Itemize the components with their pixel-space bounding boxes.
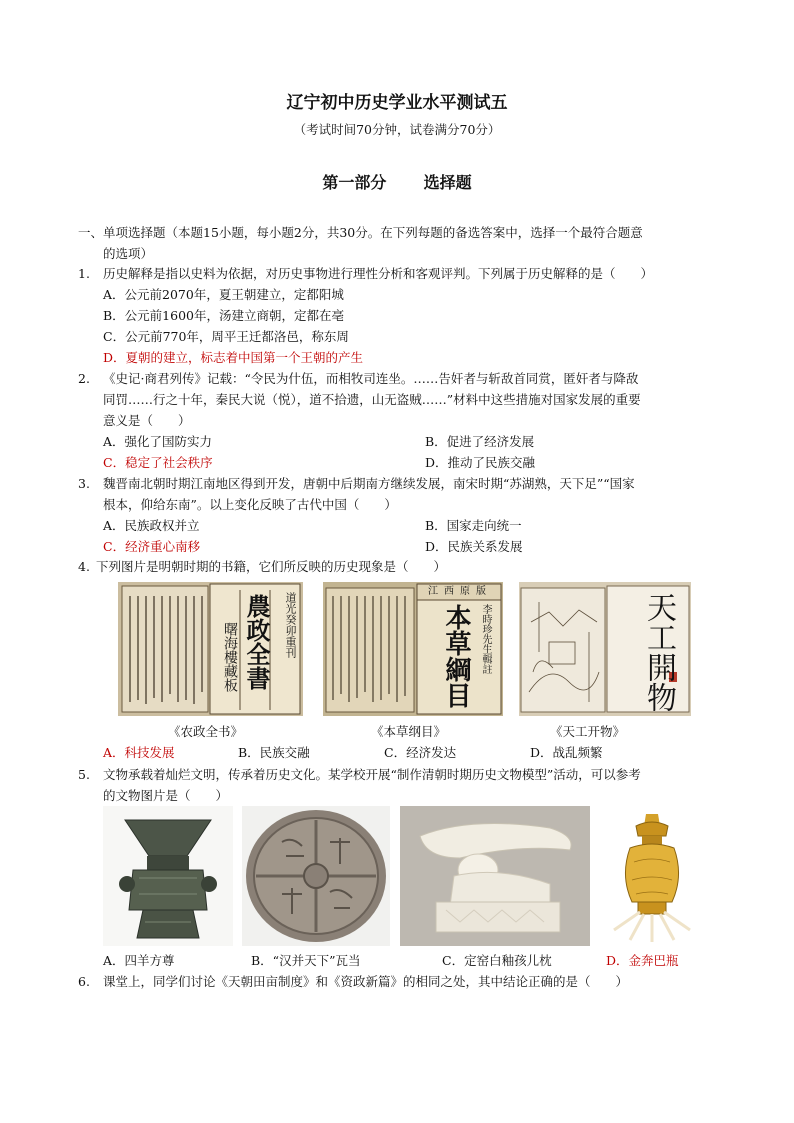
book3-title: 天工開物 — [641, 592, 676, 712]
q5-stem-line-2: 的文物图片是（ ） — [103, 788, 229, 803]
q5-option-c: C．定窑白釉孩儿枕 — [442, 953, 552, 968]
q1-option-d-answer: D．夏朝的建立，标志着中国第一个王朝的产生 — [103, 350, 364, 365]
q3-option-b: B．国家走向统一 — [425, 518, 522, 533]
book2-edition-label: 江西原版 — [428, 586, 492, 597]
q3-option-a: A．民族政权并立 — [103, 518, 200, 533]
q2-option-d: D．推动了民族交融 — [425, 455, 536, 470]
book2-title: 本草綱目 — [441, 604, 471, 708]
q3-number: 3. — [78, 476, 90, 491]
q2-stem-line-3: 意义是（ ） — [103, 413, 191, 428]
q3-option-d: D．民族关系发展 — [425, 539, 523, 554]
caption-nongzheng-quanshu: 《农政全书》 — [168, 724, 244, 739]
q5-stem-line-1: 文物承载着灿烂文明，传承着历史文化。某学校开展“制作清朝时期历史文物模型”活动，可以参考 — [103, 767, 641, 782]
section-type: 选择题 — [423, 173, 472, 192]
q6-stem: 课堂上，同学们讨论《天朝田亩制度》和《资政新篇》的相同之处，其中结论正确的是（ ） — [103, 974, 629, 989]
q1-option-c: C．公元前770年，周平王迁都洛邑，称东周 — [103, 329, 349, 344]
q3-stem-line-1: 魏晋南北朝时期江南地区得到开发，唐朝中后期南方继续发展，南宋时期“苏湖熟，天下足”“国家 — [103, 476, 635, 491]
q5-option-a: A．四羊方尊 — [103, 953, 175, 968]
book-tiangong-kaiwu-image — [519, 582, 691, 716]
q2-option-a: A．强化了国防实力 — [103, 434, 213, 449]
q2-number: 2. — [78, 371, 90, 386]
caption-tiangong-kaiwu: 《天工开物》 — [550, 724, 626, 739]
q3-stem-line-2: 根本，仰给东南”。以上变化反映了古代中国（ ） — [103, 497, 397, 512]
caption-bencao-gangmu: 《本草纲目》 — [371, 724, 447, 739]
book1-edition-label: 道光癸卯重刊 — [284, 592, 297, 658]
artifact-ding-kiln-pillow-image — [400, 806, 590, 946]
instructions-line-2: 的选项） — [103, 246, 154, 261]
q2-option-c-answer: C．稳定了社会秩序 — [103, 455, 213, 470]
book1-publisher: 曙海樓藏板 — [222, 622, 238, 692]
q4-option-d: D．战乱频繁 — [530, 745, 603, 760]
q4-option-b: B．民族交融 — [238, 745, 310, 760]
book-nongzheng-quanshu-image — [118, 582, 303, 716]
artifact-han-eave-tile-image — [242, 806, 390, 946]
q2-stem-line-1: 《史记·商君列传》记载：“令民为什伍，而相牧司连坐。……告奸者与斩敌首同赏，匿奸者与降敌 — [103, 371, 639, 386]
q6-number: 6. — [78, 974, 90, 989]
q4-option-a-answer: A．科技发展 — [103, 745, 175, 760]
exam-subtitle: （考试时间70分钟，试卷满分70分） — [293, 122, 501, 137]
q2-stem-line-2: 同罚……行之十年，秦民大说（悦），道不拾遗，山无盗贼……”材料中这些措施对国家发展的重要 — [103, 392, 641, 407]
q1-number: 1. — [78, 266, 90, 281]
q4-stem: 下列图片是明朝时期的书籍，它们所反映的历史现象是（ ） — [96, 559, 447, 574]
q5-number: 5. — [78, 767, 90, 782]
q5-option-d-answer: D．金奔巴瓶 — [606, 953, 679, 968]
q4-option-c: C．经济发达 — [384, 745, 457, 760]
artifact-four-ram-zun-image — [103, 806, 233, 946]
section-heading — [0, 170, 794, 193]
q2-option-b: B．促进了经济发展 — [425, 434, 535, 449]
book2-author: 李時珍先生輯註 — [480, 604, 491, 674]
book1-title: 農政全書 — [242, 594, 271, 690]
instructions-line-1: 一、单项选择题（本题15小题，每小题2分，共30分。在下列每题的备选答案中，选择一个最符合题意 — [78, 225, 643, 240]
q3-option-c-answer: C．经济重心南移 — [103, 539, 201, 554]
q1-option-a: A．公元前2070年，夏王朝建立，定都阳城 — [103, 287, 344, 302]
book-bencao-gangmu-image — [323, 582, 503, 716]
artifact-golden-urn-image — [600, 806, 704, 946]
section-part: 第一部分 — [322, 173, 387, 192]
q4-number: 4. — [78, 559, 90, 574]
q5-option-b: B．“汉并天下”瓦当 — [251, 953, 361, 968]
q1-option-b: B．公元前1600年，汤建立商朝，定都在亳 — [103, 308, 344, 323]
q1-stem: 历史解释是指以史料为依据，对历史事物进行理性分析和客观评判。下列属于历史解释的是（ ） — [103, 266, 654, 281]
exam-title: 辽宁初中历史学业水平测试五 — [286, 93, 508, 113]
